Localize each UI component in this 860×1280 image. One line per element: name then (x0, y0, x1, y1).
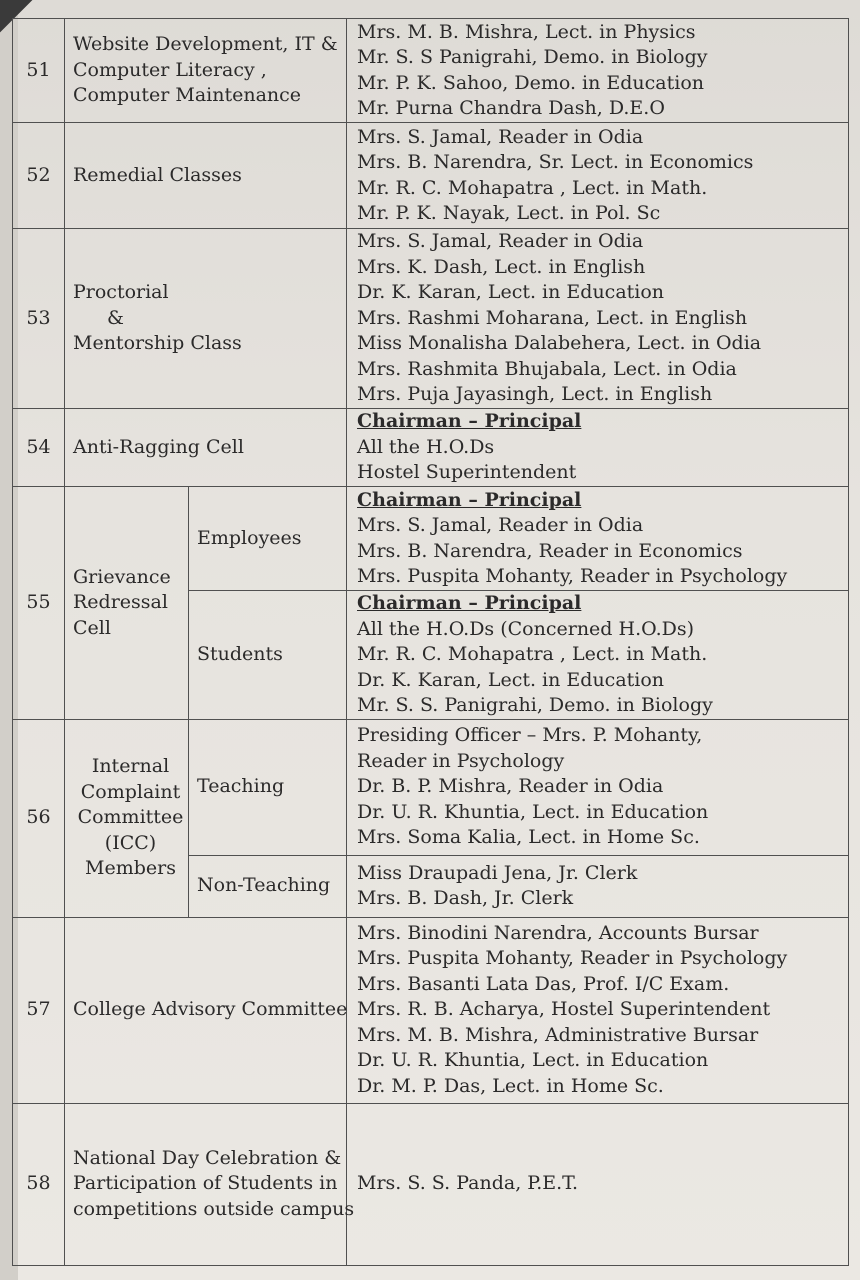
member-list: Mrs. S. Jamal, Reader in Odia Mrs. K. Dash, Lect. in English Dr. K. Karan, Lect. in Education Mrs. Rashmi Moharana, Lect. in English Miss Monalisha Dalabehera, Lect. in Odia Mrs. Rashmita Bhujabala, Lect. in Odia Mrs. Puja Jayasingh, Lect. in English (347, 229, 849, 409)
member-list: Mrs. M. B. Mishra, Lect. in Physics Mr. S. S Panigrahi, Demo. in Biology Mr. P. K. Sahoo, Demo. in Education Mr. Purna Chandra Dash, D.E.O (347, 19, 849, 123)
committee-name: Proctorial & Mentorship Class (65, 229, 347, 409)
table-row (13, 409, 849, 487)
serial-number: 58 (13, 1103, 65, 1265)
member-list: Mrs. Binodini Narendra, Accounts Bursar Mrs. Puspita Mohanty, Reader in Psychology Mrs. Basanti Lata Das, Prof. I/C Exam. Mrs. R. B. Acharya, Hostel Superintendent Mrs. M. B. Mishra, Administrative Bursar Dr. U. R. Khuntia, Lect. in Education Dr. M. P. Das, Lect. in Home Sc. (347, 917, 849, 1103)
serial-number: 53 (13, 229, 65, 409)
serial-number: 55 (13, 487, 65, 720)
member-list: Mrs. S. S. Panda, P.E.T. (347, 1103, 849, 1265)
committee-name: Grievance Redressal Cell (65, 487, 189, 720)
table-row (13, 719, 849, 855)
member-list: Chairman – Principal All the H.O.Ds (Concerned H.O.Ds) Mr. R. C. Mohapatra , Lect. in Math. Dr. K. Karan, Lect. in Education Mr. S. S. Panigrahi, Demo. in Biology (347, 591, 849, 720)
sub-group-label: Students (189, 591, 347, 720)
table-row (13, 917, 849, 1103)
member-list: Chairman – Principal All the H.O.Ds Hostel Superintendent (347, 409, 849, 487)
table-row (13, 123, 849, 229)
committee-name: Remedial Classes (65, 123, 347, 229)
table-row (13, 1103, 849, 1265)
table-row (13, 19, 849, 123)
serial-number: 51 (13, 19, 65, 123)
committee-name: National Day Celebration & Participation of Students in competitions outside campus (65, 1103, 347, 1265)
serial-number: 57 (13, 917, 65, 1103)
committee-name: Website Development, IT & Computer Literacy , Computer Maintenance (65, 19, 347, 123)
member-list: Mrs. S. Jamal, Reader in Odia Mrs. B. Narendra, Sr. Lect. in Economics Mr. R. C. Mohapatra , Lect. in Math. Mr. P. K. Nayak, Lect. in Pol. Sc (347, 123, 849, 229)
committee-table (12, 18, 849, 1266)
member-list: Chairman – Principal Mrs. S. Jamal, Reader in Odia Mrs. B. Narendra, Reader in Economics Mrs. Puspita Mohanty, Reader in Psychology (347, 487, 849, 591)
sub-group-label: Employees (189, 487, 347, 591)
table-row (13, 229, 849, 409)
member-list: Presiding Officer – Mrs. P. Mohanty, Reader in Psychology Dr. B. P. Mishra, Reader in Odia Dr. U. R. Khuntia, Lect. in Education Mrs. Soma Kalia, Lect. in Home Sc. (347, 719, 849, 855)
sub-group-label: Teaching (189, 719, 347, 855)
serial-number: 54 (13, 409, 65, 487)
serial-number: 52 (13, 123, 65, 229)
member-list: Miss Draupadi Jena, Jr. Clerk Mrs. B. Dash, Jr. Clerk (347, 855, 849, 917)
sub-group-label: Non-Teaching (189, 855, 347, 917)
committee-name: College Advisory Committee (65, 917, 347, 1103)
committee-name: Internal Complaint Committee (ICC) Members (65, 719, 189, 917)
committee-name: Anti-Ragging Cell (65, 409, 347, 487)
serial-number: 56 (13, 719, 65, 917)
table-row (13, 487, 849, 591)
